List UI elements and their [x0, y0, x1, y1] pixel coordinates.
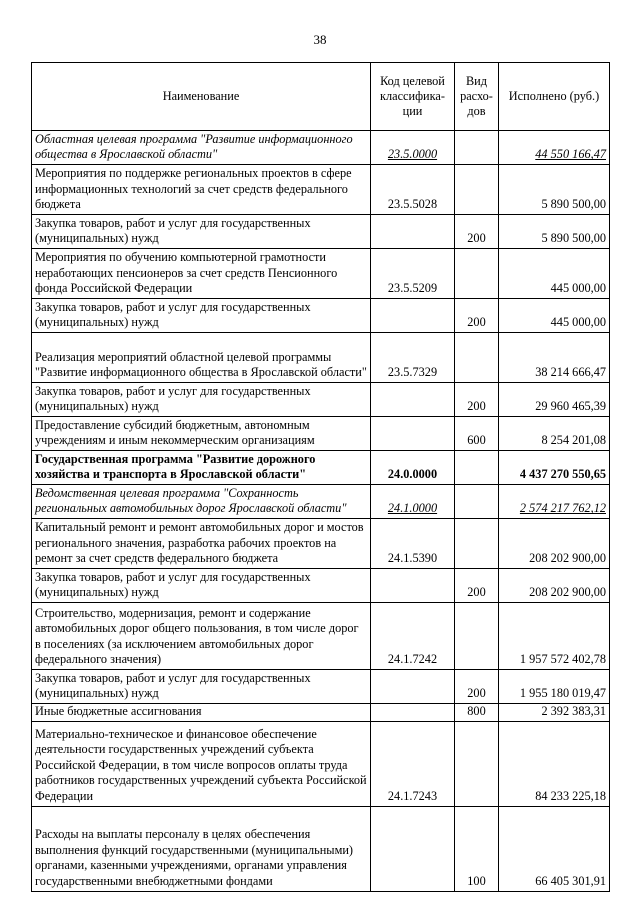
table-row — [32, 569, 610, 603]
table-row — [32, 165, 610, 215]
cell-vid: 100 — [455, 806, 499, 891]
table-row — [32, 383, 610, 417]
cell-name: Иные бюджетные ассигнования — [32, 704, 371, 722]
cell-code — [371, 383, 455, 417]
table-row — [32, 249, 610, 299]
table-body — [32, 131, 610, 892]
cell-amount: 208 202 900,00 — [499, 519, 610, 569]
cell-vid: 200 — [455, 569, 499, 603]
cell-vid: 200 — [455, 670, 499, 704]
cell-amount: 5 890 500,00 — [499, 215, 610, 249]
table-row — [32, 299, 610, 333]
cell-name: Предоставление субсидий бюджетным, автономным учреждениям и иным некоммерческим организациям — [32, 417, 371, 451]
cell-name: Мероприятия по поддержке региональных проектов в сфере информационных технологий за счет средств федерального бюджета — [32, 165, 371, 215]
cell-vid: 800 — [455, 704, 499, 722]
cell-name: Мероприятия по обучению компьютерной грамотности неработающих пенсионеров за счет средств Пенсионного фонда Российской Федерации — [32, 249, 371, 299]
cell-amount: 8 254 201,08 — [499, 417, 610, 451]
table-row — [32, 451, 610, 485]
cell-name: Областная целевая программа "Развитие информационного общества в Ярославской области" — [32, 131, 371, 165]
page-number: 38 — [313, 32, 327, 47]
cell-code: 24.1.7243 — [371, 721, 455, 806]
cell-name: Ведомственная целевая программа "Сохранность региональных автомобильных дорог Ярославской области" — [32, 485, 371, 519]
cell-vid — [455, 603, 499, 670]
cell-vid: 200 — [455, 215, 499, 249]
table-row — [32, 485, 610, 519]
cell-vid — [455, 519, 499, 569]
cell-code — [371, 704, 455, 722]
cell-name: Закупка товаров, работ и услуг для государственных (муниципальных) нужд — [32, 299, 371, 333]
header-amount: Исполнено (руб.) — [499, 63, 610, 131]
cell-name: Реализация мероприятий областной целевой программы "Развитие информационного общества в Ярославской области" — [32, 333, 371, 383]
table-row — [32, 603, 610, 670]
cell-name: Государственная программа "Развитие дорожного хозяйства и транспорта в Ярославской области" — [32, 451, 371, 485]
table-row — [32, 721, 610, 806]
header-name: Наименование — [32, 63, 371, 131]
cell-amount: 2 392 383,31 — [499, 704, 610, 722]
table-row — [32, 333, 610, 383]
cell-amount: 38 214 666,47 — [499, 333, 610, 383]
cell-code — [371, 417, 455, 451]
cell-code — [371, 670, 455, 704]
header-code: Код целевой классифика-ции — [371, 63, 455, 131]
cell-vid — [455, 485, 499, 519]
table-row — [32, 215, 610, 249]
cell-name: Расходы на выплаты персоналу в целях обеспечения выполнения функций государственными (муниципальными) органами, казенными учреждениями, органами управления государственными внебюджетными фондами — [32, 806, 371, 891]
cell-vid — [455, 249, 499, 299]
cell-name: Строительство, модернизация, ремонт и содержание автомобильных дорог общего пользования, в том числе дорог в поселениях (за исключением автомобильных дорог федерального значения) — [32, 603, 371, 670]
cell-amount: 4 437 270 550,65 — [499, 451, 610, 485]
cell-vid: 200 — [455, 299, 499, 333]
table-row — [32, 670, 610, 704]
cell-amount: 445 000,00 — [499, 249, 610, 299]
cell-vid — [455, 165, 499, 215]
cell-code — [371, 299, 455, 333]
cell-name: Капитальный ремонт и ремонт автомобильных дорог и мостов регионального значения, разработка рабочих проектов на ремонт за счет средств федерального бюджета — [32, 519, 371, 569]
cell-vid — [455, 131, 499, 165]
cell-name: Закупка товаров, работ и услуг для государственных (муниципальных) нужд — [32, 569, 371, 603]
cell-amount: 66 405 301,91 — [499, 806, 610, 891]
cell-amount: 84 233 225,18 — [499, 721, 610, 806]
cell-vid — [455, 721, 499, 806]
cell-amount: 208 202 900,00 — [499, 569, 610, 603]
cell-vid: 600 — [455, 417, 499, 451]
cell-code — [371, 569, 455, 603]
header-vid: Вид расхо-дов — [455, 63, 499, 131]
cell-code: 23.5.5209 — [371, 249, 455, 299]
cell-name: Закупка товаров, работ и услуг для государственных (муниципальных) нужд — [32, 670, 371, 704]
cell-code: 23.5.0000 — [371, 131, 455, 165]
cell-vid — [455, 451, 499, 485]
cell-code: 24.1.7242 — [371, 603, 455, 670]
table-row — [32, 519, 610, 569]
table-row — [32, 417, 610, 451]
cell-code — [371, 215, 455, 249]
cell-code — [371, 806, 455, 891]
table-row — [32, 131, 610, 165]
cell-vid: 200 — [455, 383, 499, 417]
cell-code: 24.1.5390 — [371, 519, 455, 569]
cell-vid — [455, 333, 499, 383]
cell-code: 23.5.7329 — [371, 333, 455, 383]
table-row — [32, 806, 610, 891]
cell-amount: 1 957 572 402,78 — [499, 603, 610, 670]
cell-code: 23.5.5028 — [371, 165, 455, 215]
cell-name: Закупка товаров, работ и услуг для государственных (муниципальных) нужд — [32, 215, 371, 249]
table-header-row — [32, 63, 610, 131]
table-row — [32, 704, 610, 722]
cell-name: Закупка товаров, работ и услуг для государственных (муниципальных) нужд — [32, 383, 371, 417]
cell-code: 24.1.0000 — [371, 485, 455, 519]
cell-amount: 2 574 217 762,12 — [499, 485, 610, 519]
budget-execution-table — [31, 62, 610, 892]
cell-amount: 29 960 465,39 — [499, 383, 610, 417]
cell-code: 24.0.0000 — [371, 451, 455, 485]
cell-amount: 44 550 166,47 — [499, 131, 610, 165]
cell-amount: 1 955 180 019,47 — [499, 670, 610, 704]
cell-name: Материально-техническое и финансовое обеспечение деятельности государственных учреждений субъекта Российской Федерации, в том числе вопросов оплаты труда работников государственных учреждений субъекта Российской Федерации — [32, 721, 371, 806]
cell-amount: 445 000,00 — [499, 299, 610, 333]
cell-amount: 5 890 500,00 — [499, 165, 610, 215]
